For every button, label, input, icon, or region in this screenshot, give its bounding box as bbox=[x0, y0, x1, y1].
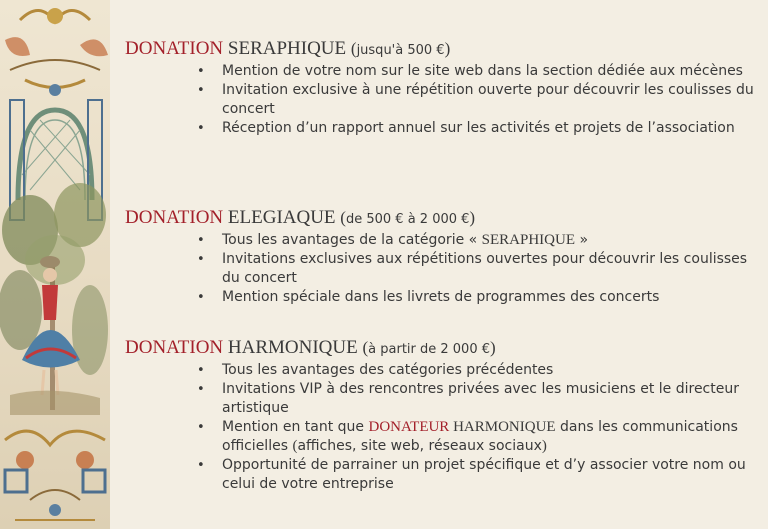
donation-label: DONATION bbox=[125, 207, 224, 228]
tier-name: HARMONIQUE bbox=[227, 337, 358, 358]
tier-heading bbox=[125, 337, 765, 361]
list-item: • Tous les avantages des catégories précédentes bbox=[197, 361, 763, 380]
list-item: • Réception d’un rapport annuel sur les activités et projets de l’association bbox=[197, 119, 763, 138]
list-item: • Mention de votre nom sur le site web dans la section dédiée aux mécènes bbox=[197, 62, 763, 81]
painting-illustration bbox=[0, 0, 110, 529]
donation-label: DONATION bbox=[125, 337, 224, 358]
tier-heading bbox=[125, 38, 765, 62]
tier-elegiaque bbox=[125, 207, 765, 307]
tier-harmonique bbox=[125, 337, 765, 494]
donation-tiers bbox=[125, 0, 765, 529]
list-item: • Opportunité de parrainer un projet spécifique et d’y associer votre nom ou celui de votre entreprise bbox=[197, 456, 763, 494]
tier-range: (à partir de 2 000 €) bbox=[362, 338, 496, 357]
list-item: • Mention spéciale dans les livrets de programmes des concerts bbox=[197, 288, 763, 307]
list-item: • Invitation exclusive à une répétition ouverte pour découvrir les coulisses du concert bbox=[197, 81, 763, 119]
benefits-list bbox=[197, 231, 763, 307]
tier-range: (jusqu'à 500 €) bbox=[350, 39, 451, 58]
benefits-list bbox=[197, 361, 763, 494]
list-item: • Mention en tant que DONATEUR HARMONIQUE dans les communications officielles (affiches, site web, réseaux sociaux) bbox=[197, 418, 763, 456]
tier-name: ELEGIAQUE bbox=[227, 207, 336, 228]
tier-seraphique bbox=[125, 38, 765, 138]
list-item: • Tous les avantages de la catégorie « SERAPHIQUE » bbox=[197, 231, 763, 250]
benefits-list bbox=[197, 62, 763, 138]
decorative-side-painting bbox=[0, 0, 110, 529]
list-item: • Invitations exclusives aux répétitions ouvertes pour découvrir les coulisses du concert bbox=[197, 250, 763, 288]
tier-range: (de 500 € à 2 000 €) bbox=[340, 208, 476, 227]
list-item: • Invitations VIP à des rencontres privées avec les musiciens et le directeur artistique bbox=[197, 380, 763, 418]
donation-label: DONATION bbox=[125, 38, 224, 59]
tier-heading bbox=[125, 207, 765, 231]
tier-name: SERAPHIQUE bbox=[227, 38, 347, 59]
